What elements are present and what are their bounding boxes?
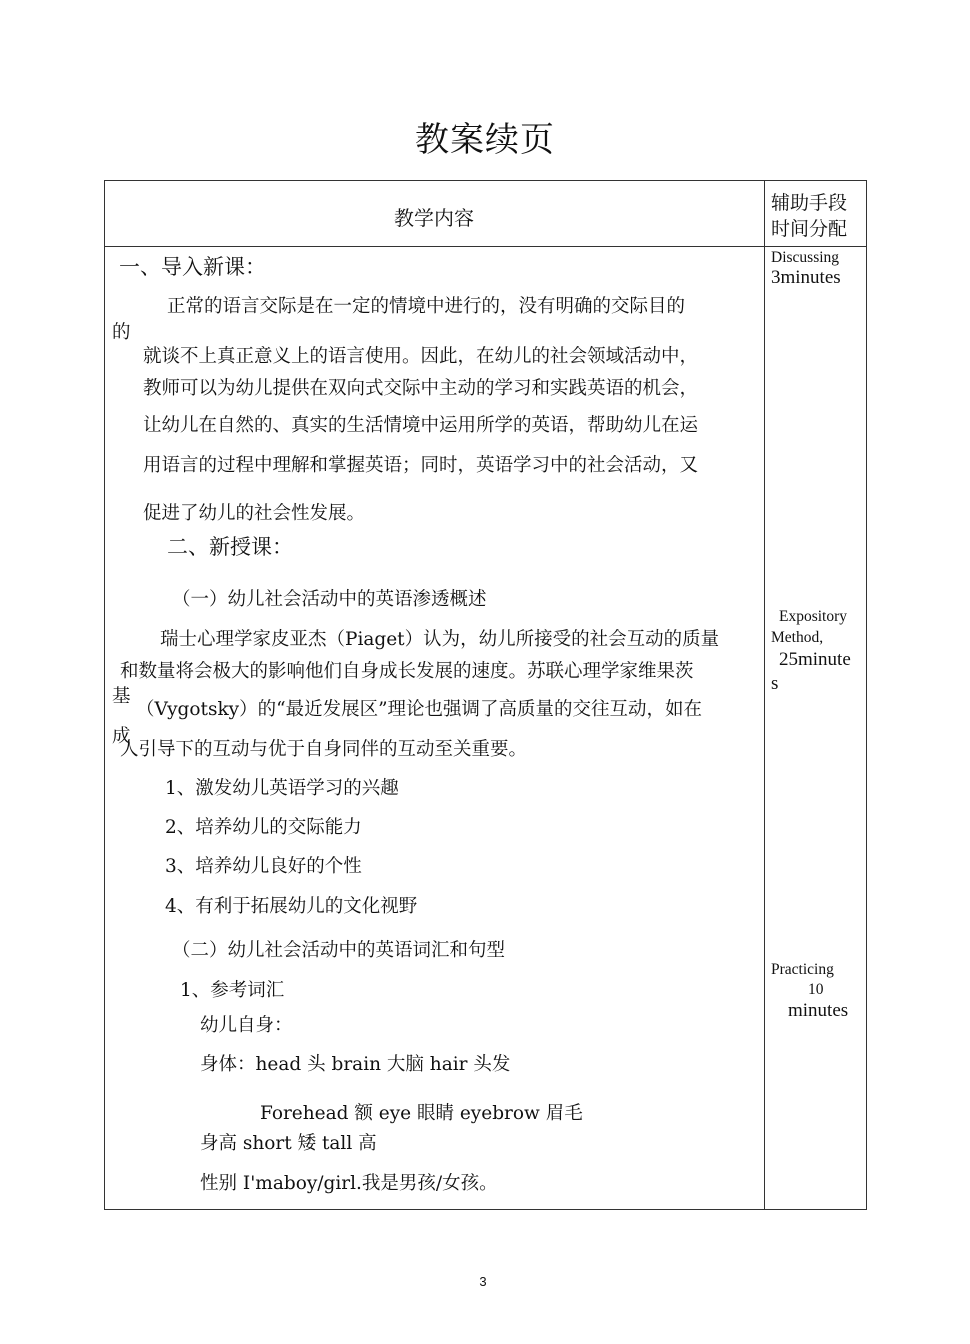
vocab-height-line: 身高 short 矮 tall 高 [200,1133,377,1154]
paragraph1-line6: 促进了幼儿的社会性发展。 [143,503,366,524]
vocab-face-line: Forehead 额 eye 眼睛 eyebrow 眉毛 [260,1103,583,1124]
aux-method-2-line2: Method, [771,629,824,646]
vocab-heading: 1、参考词汇 [180,980,285,1001]
aux-time-2-line2: s [771,673,779,694]
aux-method-3: Practicing [771,961,834,978]
paragraph1-overflow-char: 的 [112,322,131,343]
header-aux-time [771,190,866,242]
header-aux-line1: 辅助手段 [771,192,848,214]
page-number: 3 [479,1274,487,1289]
page-title: 教案续页 [415,120,555,160]
subsection2-heading: （二）幼儿社会活动中的英语词汇和句型 [172,940,506,961]
section1-heading: 一、导入新课： [119,255,266,279]
paragraph1-line4: 让幼儿在自然的、真实的生活情境中运用所学的英语，帮助幼儿在运 [143,415,699,436]
vocab-gender-line: 性别 I'maboy/girl.我是男孩/女孩。 [200,1173,498,1194]
subsection1-heading: （一）幼儿社会活动中的英语渗透概述 [172,589,487,610]
header-divider [104,246,867,247]
paragraph2-line1: 瑞士心理学家皮亚杰（Piaget）认为，幼儿所接受的社会互动的质量 [160,629,720,650]
paragraph1-line2: 就谈不上真正意义上的语言使用。因此，在幼儿的社会领域活动中， [143,346,699,367]
paragraph2-overflow-char1: 基 [112,686,131,707]
header-aux-line2: 时间分配 [771,218,848,240]
column-divider [764,180,765,1210]
header-teaching-content: 教学内容 [394,206,474,230]
vocab-body-line: 身体：head 头 brain 大脑 hair 头发 [200,1054,511,1075]
paragraph2-overflow-char2: 成 [112,726,131,747]
list-item-4: 4、有利于拓展幼儿的文化视野 [165,896,418,917]
paragraph1-line1: 正常的语言交际是在一定的情境中进行的，没有明确的交际目的 [167,296,686,317]
aux-time-3-line1: 10 [808,981,824,998]
paragraph2-line2: 和数量将会极大的影响他们自身成长发展的速度。苏联心理学家维果茨 [120,661,694,682]
self-heading: 幼儿自身： [200,1015,293,1036]
list-item-1: 1、激发幼儿英语学习的兴趣 [165,778,399,799]
paragraph2-line3: （Vygotsky）的“最近发展区”理论也强调了高质量的交往互动，如在 [136,699,703,720]
aux-time-1: 3minutes [771,267,841,288]
paragraph1-line5: 用语言的过程中理解和掌握英语；同时，英语学习中的社会活动，又 [143,455,699,476]
paragraph2-line4: 人引导下的互动与优于自身同伴的互动至关重要。 [120,739,528,760]
paragraph1-line3: 教师可以为幼儿提供在双向式交际中主动的学习和实践英语的机会， [143,378,699,399]
section2-heading: 二、新授课： [167,535,293,559]
aux-method-1: Discussing [771,249,840,266]
aux-time-3-line2: minutes [788,1000,849,1021]
list-item-3: 3、培养幼儿良好的个性 [165,856,362,877]
list-item-2: 2、培养幼儿的交际能力 [165,817,362,838]
aux-method-2-line1: Expository [779,608,848,625]
aux-time-2-line1: 25minute [779,649,851,670]
